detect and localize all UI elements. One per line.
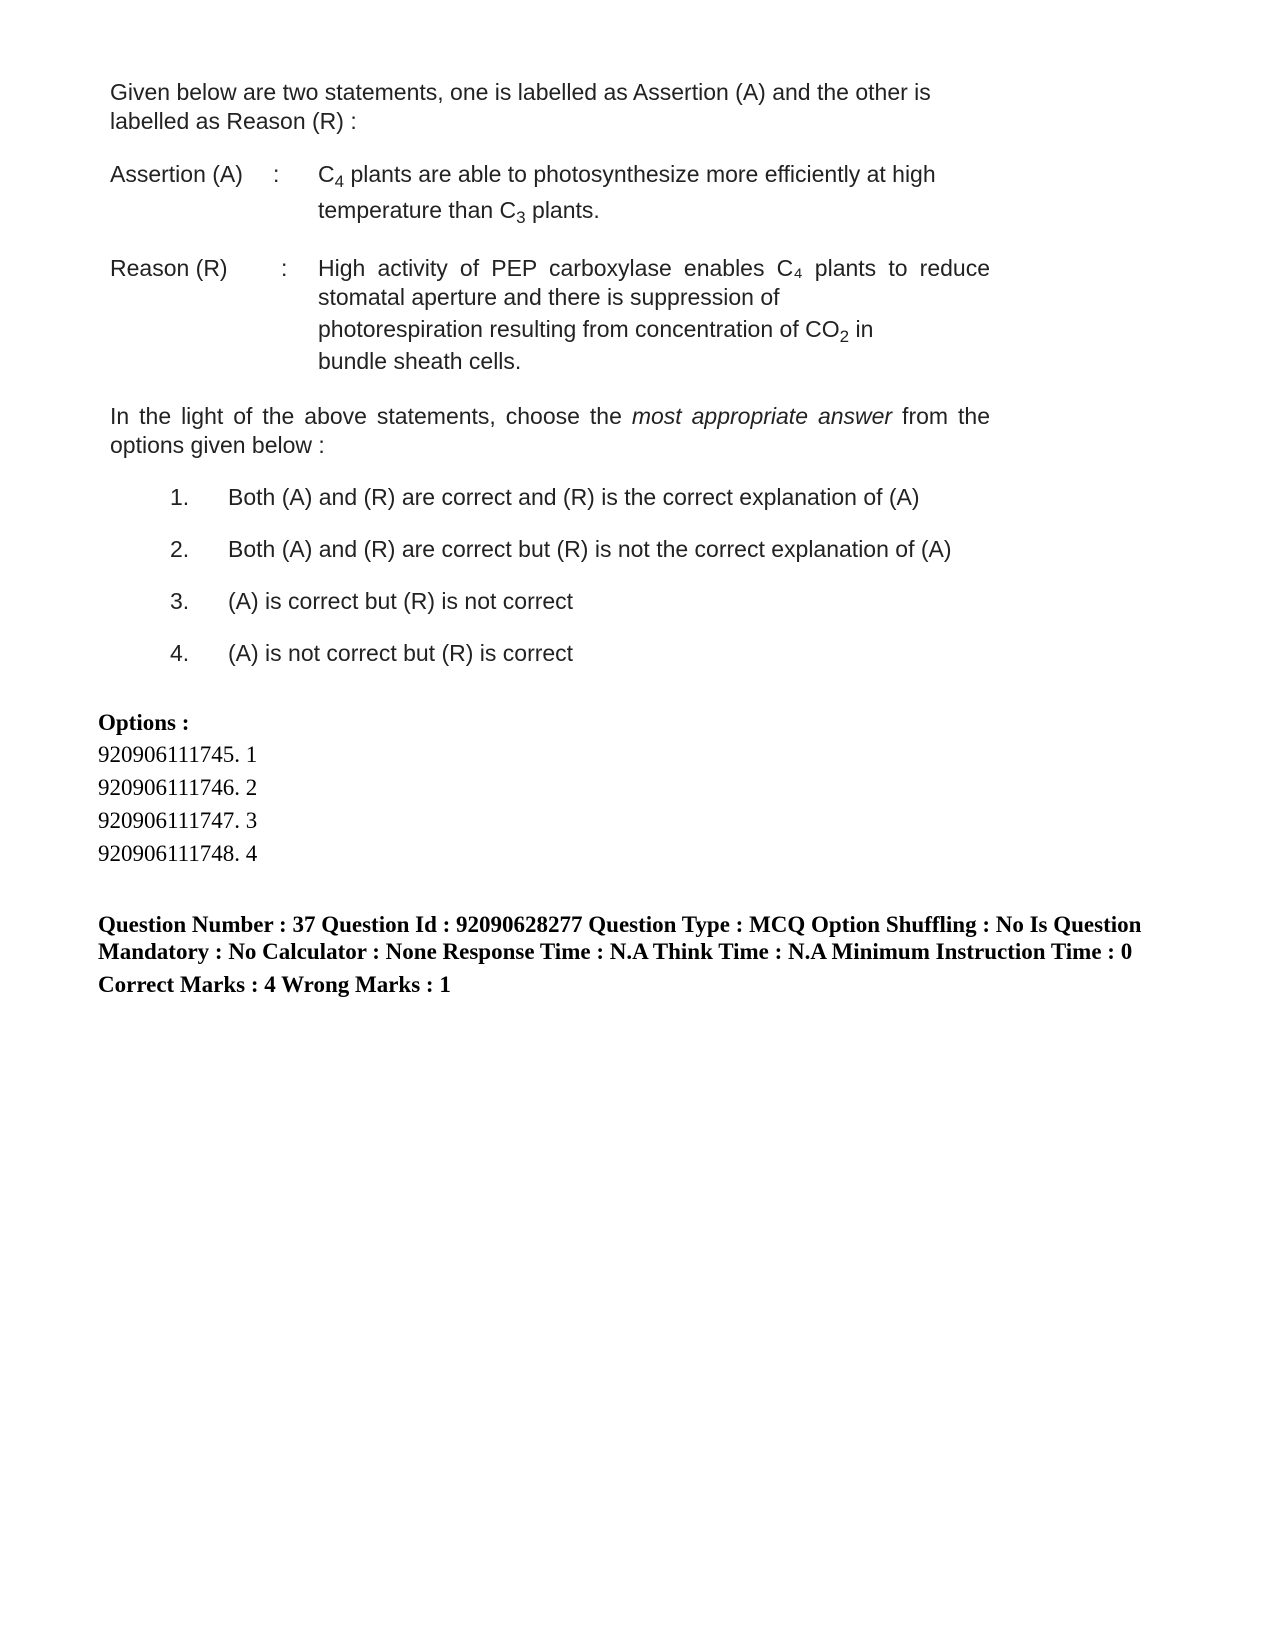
prompt-pre: In the light of the above statements, choose the [110,403,632,429]
choice-number: 3. [170,588,190,614]
question-intro: Given below are two statements, one is labelled as Assertion (A) and the other is labelled as Reason (R) : [110,79,931,134]
c4-prefix: C [318,161,335,187]
option-id-item: 920906111748. 4 [98,841,258,866]
assertion-colon: : [273,161,280,187]
marks-info: Correct Marks : 4 Wrong Marks : 1 [98,972,451,997]
choice-item [170,639,990,668]
assertion-text [318,160,990,225]
reason-line1: High activity of PEP carboxylase enables C₄ plants to reduce stomatal aperture and there is suppression of [318,255,990,310]
question-info: Question Number : 37 Question Id : 92090628277 Question Type : MCQ Option Shuffling : No Is Question Mandatory : No Calculator : None Response Time : N.A Think Time : N.A Minimum Instruction Time : 0 [98,912,1142,964]
choice-number: 4. [170,640,190,666]
choice-text: (A) is correct but (R) is not correct [228,588,574,614]
assertion-line2 [318,196,990,225]
reason-line3-pre: photorespiration resulting from concentration of CO [318,316,840,342]
reason-text [318,254,990,376]
choice-text: Both (A) and (R) are correct but (R) is not the correct explanation of (A) [228,536,952,562]
c3-subscript: 3 [516,208,526,227]
choice-item [170,587,990,616]
assertion-statement [110,160,990,225]
choice-item [170,483,990,512]
assertion-line2-post: plants. [525,197,600,223]
reason-label: Reason (R) [110,255,228,281]
choice-number: 1. [170,484,190,510]
option-id-item: 920906111747. 3 [98,808,258,833]
assertion-line1: plants are able to photosynthesize more efficiently at high [344,161,936,187]
option-id-item: 920906111746. 2 [98,775,258,800]
prompt-post: from the options given below : [110,403,990,458]
reason-line3-post: in [849,316,874,342]
question-prompt [110,402,990,460]
choice-text: (A) is not correct but (R) is correct [228,640,574,666]
c4-subscript: 4 [334,172,345,191]
choice-text: Both (A) and (R) are correct and (R) is the correct explanation of (A) [228,484,920,510]
choice-list [110,483,990,668]
question-image [110,78,990,668]
assertion-line2-pre: temperature than C [318,197,517,223]
choice-item [170,535,990,564]
assertion-label: Assertion (A) [110,161,243,187]
reason-statement [110,254,990,376]
reason-colon: : [281,255,288,281]
reason-line4: bundle sheath cells. [318,348,522,374]
co2-subscript: 2 [839,327,850,346]
options-title: Options : [98,710,190,735]
question-metadata [98,708,1198,1000]
option-id-item: 920906111745. 1 [98,742,258,767]
reason-line3 [318,315,990,344]
prompt-emphasis: most appropriate answer [631,403,893,429]
choice-number: 2. [170,536,190,562]
